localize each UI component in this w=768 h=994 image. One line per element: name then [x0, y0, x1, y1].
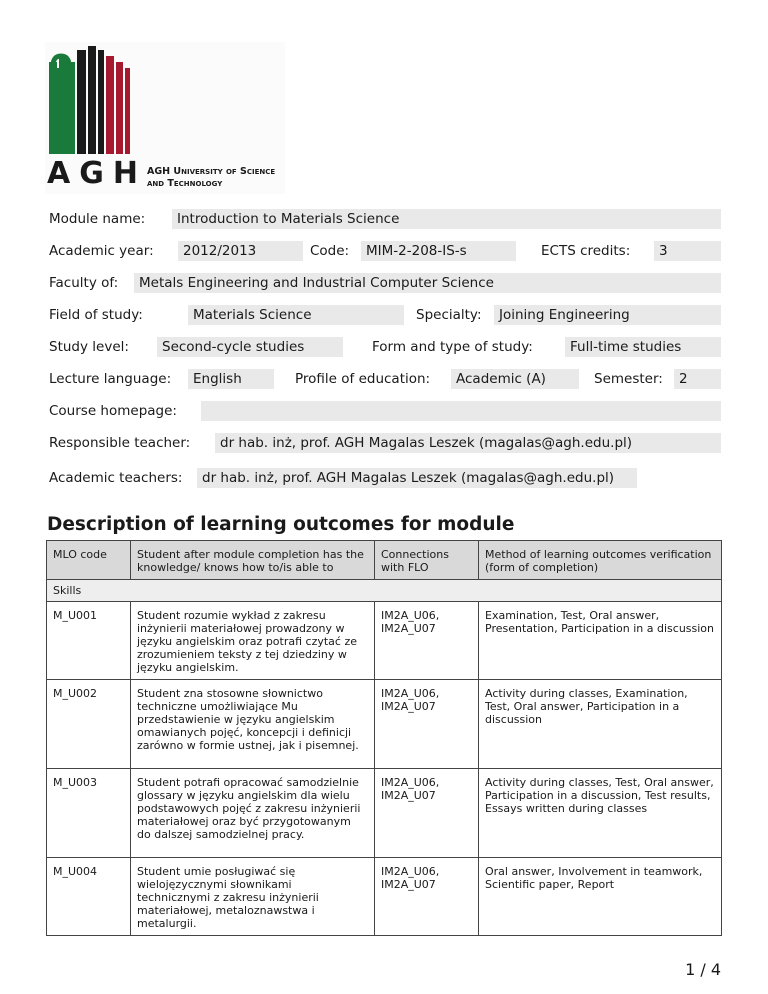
header-mlo-code: MLO code — [47, 541, 131, 580]
cell-description: Student potrafi opracować samodzielnie glossary w języku angielskim dla wielu podstawowych pojęć z zakresu inżynierii materiałowej oraz być przygotowanym do dalszej samodzielnej pracy. — [131, 769, 375, 858]
faculty-label: Faculty of: — [49, 275, 119, 291]
cell-description: Student zna stosowne słownictwo techniczne umożliwiające Mu przedstawienie w języku angielskim omawianych pojęć, koncepcji i definicji zarówno w formie ustnej, jak i pisemnej. — [131, 680, 375, 769]
form-of-study-value: Full-time studies — [565, 337, 721, 357]
cell-flo: IM2A_U06, IM2A_U07 — [375, 680, 479, 769]
cell-method: Oral answer, Involvement in teamwork, Scientific paper, Report — [479, 858, 722, 936]
semester-value: 2 — [674, 369, 721, 389]
academic-year-value: 2012/2013 — [178, 241, 303, 261]
logo-university-line2: and Technology — [147, 178, 223, 189]
responsible-teacher-label: Responsible teacher: — [49, 435, 191, 451]
specialty-label: Specialty: — [416, 307, 482, 323]
code-value: MIM-2-208-IS-s — [361, 241, 516, 261]
logo-university-line1: AGH University of Science — [147, 166, 276, 177]
cell-method: Activity during classes, Examination, Test, Oral answer, Participation in a discussion — [479, 680, 722, 769]
learning-outcomes-table — [46, 540, 722, 936]
module-name-value: Introduction to Materials Science — [172, 209, 721, 229]
profile-value: Academic (A) — [451, 369, 579, 389]
code-label: Code: — [310, 243, 350, 259]
faculty-value: Metals Engineering and Industrial Computer Science — [134, 273, 721, 293]
section-row-skills — [47, 580, 722, 602]
form-of-study-label: Form and type of study: — [372, 339, 533, 355]
table-row — [47, 602, 722, 680]
agh-logo — [45, 42, 285, 194]
lecture-language-value: English — [188, 369, 274, 389]
table-row — [47, 858, 722, 936]
responsible-teacher-value: dr hab. inż, prof. AGH Magalas Leszek (magalas@agh.edu.pl) — [215, 433, 721, 453]
ects-value: 3 — [654, 241, 721, 261]
cell-flo: IM2A_U06, IM2A_U07 — [375, 769, 479, 858]
profile-label: Profile of education: — [295, 371, 431, 387]
cell-code: M_U001 — [47, 602, 131, 680]
table-header-row — [47, 541, 722, 580]
study-level-value: Second-cycle studies — [157, 337, 343, 357]
field-of-study-value: Materials Science — [188, 305, 404, 325]
specialty-value: Joining Engineering — [494, 305, 721, 325]
logo-letters: AGH — [47, 156, 147, 191]
cell-description: Student umie posługiwać się wielojęzycznymi słownikami technicznymi z zakresu inżynierii materiałowej, metaloznawstwa i metalurgii. — [131, 858, 375, 936]
table-row — [47, 769, 722, 858]
cell-flo: IM2A_U06, IM2A_U07 — [375, 602, 479, 680]
lecture-language-label: Lecture language: — [49, 371, 172, 387]
academic-teachers-value: dr hab. inż, prof. AGH Magalas Leszek (magalas@agh.edu.pl) — [197, 468, 637, 488]
cell-description: Student rozumie wykład z zakresu inżynierii materiałowej prowadzony w języku angielskim oraz potrafi czytać ze zrozumieniem teksty z tej dziedziny w języku angielskim. — [131, 602, 375, 680]
outcomes-title: Description of learning outcomes for module — [47, 514, 515, 535]
cell-code: M_U003 — [47, 769, 131, 858]
semester-label: Semester: — [594, 371, 663, 387]
ects-label: ECTS credits: — [541, 243, 631, 259]
section-label: Skills — [47, 580, 722, 602]
academic-teachers-label: Academic teachers: — [49, 470, 183, 486]
cell-code: M_U002 — [47, 680, 131, 769]
table-row — [47, 680, 722, 769]
field-of-study-label: Field of study: — [49, 307, 143, 323]
course-homepage-value — [201, 401, 721, 421]
cell-flo: IM2A_U06, IM2A_U07 — [375, 858, 479, 936]
academic-year-label: Academic year: — [49, 243, 154, 259]
cell-method: Activity during classes, Test, Oral answer, Participation in a discussion, Test results, Essays written during classes — [479, 769, 722, 858]
header-description: Student after module completion has the knowledge/ knows how to/is able to — [131, 541, 375, 580]
study-level-label: Study level: — [49, 339, 129, 355]
course-homepage-label: Course homepage: — [49, 403, 177, 419]
header-method: Method of learning outcomes verification (form of completion) — [479, 541, 722, 580]
cell-method: Examination, Test, Oral answer, Presentation, Participation in a discussion — [479, 602, 722, 680]
header-flo: Connections with FLO — [375, 541, 479, 580]
cell-code: M_U004 — [47, 858, 131, 936]
page-number: 1 / 4 — [685, 960, 721, 979]
module-name-label: Module name: — [49, 211, 146, 227]
